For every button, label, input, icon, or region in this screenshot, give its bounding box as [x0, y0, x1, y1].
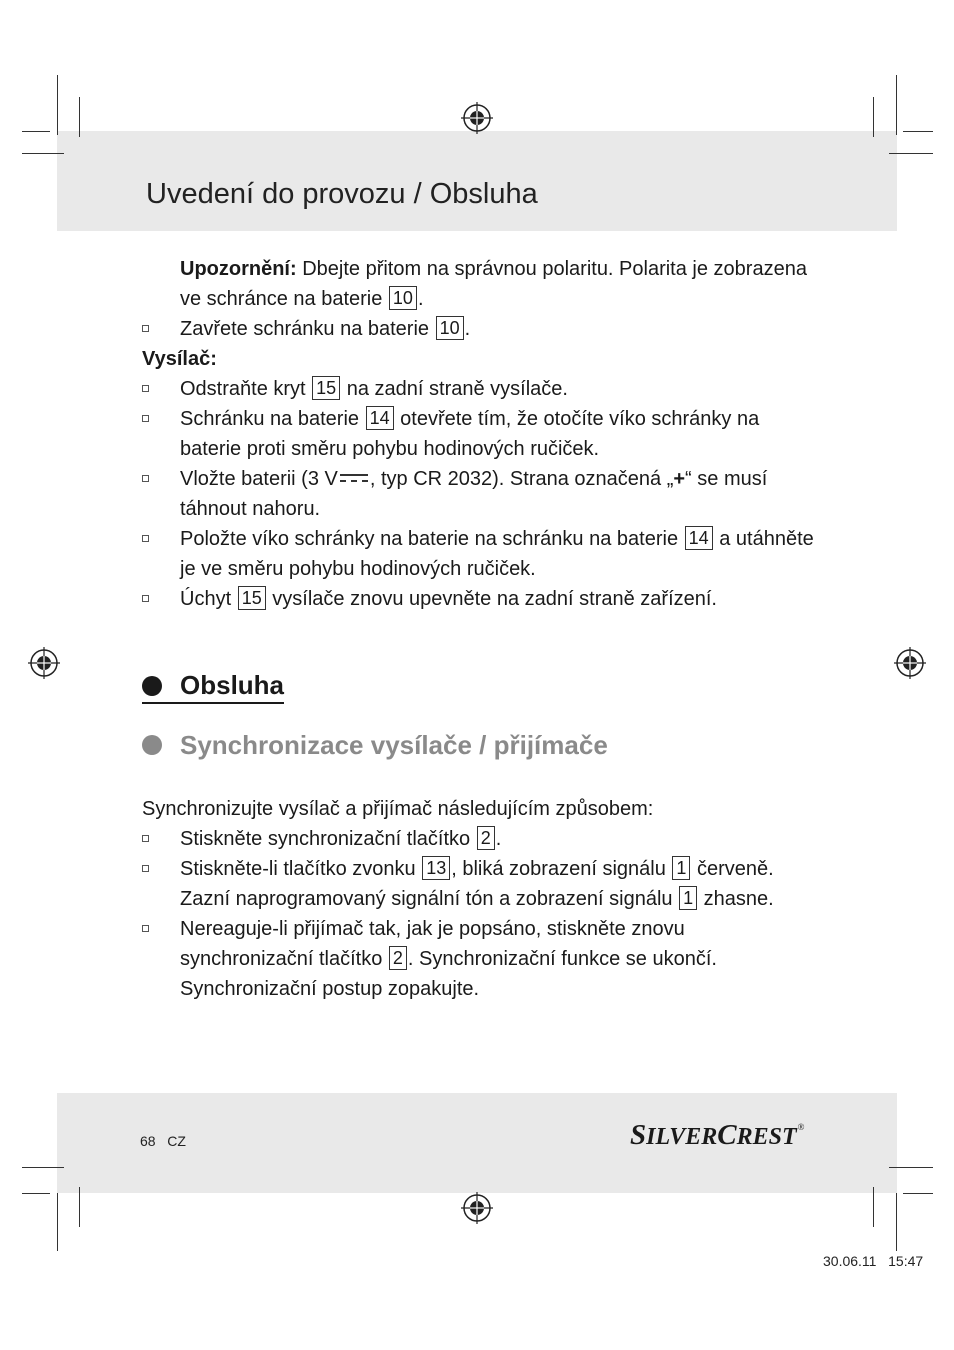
crop-mark [903, 131, 933, 132]
crop-mark [889, 1167, 933, 1168]
list-item-text: Zavřete schránku na baterie [180, 318, 435, 340]
list-item-text: na zadní straně vysílače. [341, 378, 568, 400]
page-number: 68 [140, 1133, 156, 1149]
section-heading-text: Obsluha [180, 670, 285, 700]
language-code: CZ [167, 1133, 186, 1149]
list-item [142, 914, 822, 1004]
note-paragraph [142, 254, 822, 314]
list-item-text: Odstraňte kryt [180, 378, 312, 400]
bullet-dot-icon [142, 735, 162, 755]
part-ref: 15 [238, 586, 266, 610]
crop-mark [57, 75, 58, 135]
page-title: Uvedení do provozu / Obsluha [146, 178, 538, 210]
list-item [142, 464, 822, 524]
bullet-square-icon [142, 865, 149, 872]
footer-page-info [140, 1133, 186, 1149]
bullet-square-icon [142, 475, 149, 482]
list-item-text: Vložte baterii (3 V [180, 468, 338, 490]
part-ref: 2 [477, 826, 495, 850]
list-item-text: , typ CR 2032). Strana označená „ [369, 468, 674, 490]
crop-mark [79, 1187, 80, 1227]
list-item-text: “ se musí táhnout nahoru. [180, 468, 768, 520]
bullet-square-icon [142, 385, 149, 392]
list-item-text: vysílače znovu upevněte na zadní straně zařízení. [266, 588, 717, 610]
list-item-text: . [464, 318, 471, 340]
crop-mark [79, 97, 80, 137]
crop-mark [889, 153, 933, 154]
part-ref: 1 [679, 886, 697, 910]
note-label: Upozornění: [180, 258, 297, 280]
registration-mark-icon [28, 647, 60, 679]
bullet-square-icon [142, 595, 149, 602]
print-stamp [823, 1253, 923, 1269]
plus-sign: + [673, 468, 686, 490]
part-ref: 14 [685, 526, 713, 550]
list-item-text: Úchyt [180, 588, 237, 610]
bullet-square-icon [142, 325, 149, 332]
part-ref: 10 [436, 316, 464, 340]
section-heading-text: Synchronizace vysílače / přijímače [180, 730, 608, 760]
list-item [142, 584, 822, 614]
bullet-square-icon [142, 415, 149, 422]
list-item [142, 824, 822, 854]
list-item-text: Nereaguje-li přijímač tak, jak je popsáno, stiskněte znovu synchronizační tlačítko [180, 918, 685, 970]
registration-mark-icon [461, 1192, 493, 1224]
registration-mark-icon [894, 647, 926, 679]
main-content [142, 254, 822, 1004]
part-ref: 1 [672, 856, 690, 880]
list-item-text: Stiskněte synchronizační tlačítko [180, 828, 476, 850]
print-time: 15:47 [888, 1253, 924, 1269]
list-item-text: . Synchronizační funkce se ukončí. Synchronizační postup zopakujte. [180, 948, 717, 1000]
note-text: . [417, 288, 424, 310]
crop-mark [22, 1167, 64, 1168]
section-heading-obsluha [142, 670, 284, 704]
crop-mark [22, 1193, 50, 1194]
bullet-square-icon [142, 835, 149, 842]
list-item-text: zhasne. [698, 888, 774, 910]
list-item [142, 374, 822, 404]
part-ref: 13 [422, 856, 450, 880]
crop-mark [22, 131, 50, 132]
subsection-heading: Vysílač: [142, 348, 217, 370]
part-ref: 10 [389, 286, 417, 310]
list-item [142, 314, 822, 344]
list-item-text: otevřete tím, že otočíte víko schránky na baterie proti směru pohybu hodinových ručiček. [180, 408, 760, 460]
print-date: 30.06.11 [823, 1253, 877, 1269]
registration-mark-icon [461, 102, 493, 134]
crop-mark [873, 1187, 874, 1227]
list-item-text: Schránku na baterie [180, 408, 365, 430]
bullet-dot-icon [142, 676, 162, 696]
list-item-text: červeně. Zazní naprogramovaný signální tón a zobrazení signálu [180, 858, 774, 910]
note-text: Dbejte přitom na správnou polaritu. Polarita je zobrazena ve schránce na baterie [180, 258, 807, 310]
part-ref: 2 [389, 946, 407, 970]
list-item [142, 524, 822, 584]
list-item-text: a utáhněte je ve směru pohybu hodinových ručiček. [180, 528, 814, 580]
brand-logo: SILVERCREST® [630, 1119, 805, 1151]
bullet-square-icon [142, 535, 149, 542]
list-item [142, 854, 822, 914]
crop-mark [903, 1193, 933, 1194]
crop-mark [22, 153, 64, 154]
direct-current-icon [340, 474, 368, 483]
part-ref: 14 [366, 406, 394, 430]
bullet-square-icon [142, 925, 149, 932]
list-item-text: Stiskněte-li tlačítko zvonku [180, 858, 422, 880]
crop-mark [896, 75, 897, 135]
list-item-text: . [495, 828, 502, 850]
list-item [142, 404, 822, 464]
list-item-text: Položte víko schránky na baterie na schránku na baterie [180, 528, 684, 550]
list-item-text: , bliká zobrazení signálu [451, 858, 672, 880]
crop-mark [896, 1193, 897, 1251]
sync-intro: Synchronizujte vysílač a přijímač následujícím způsobem: [142, 798, 654, 820]
section-heading-sync [142, 730, 822, 760]
crop-mark [57, 1193, 58, 1251]
crop-mark [873, 97, 874, 137]
part-ref: 15 [312, 376, 340, 400]
